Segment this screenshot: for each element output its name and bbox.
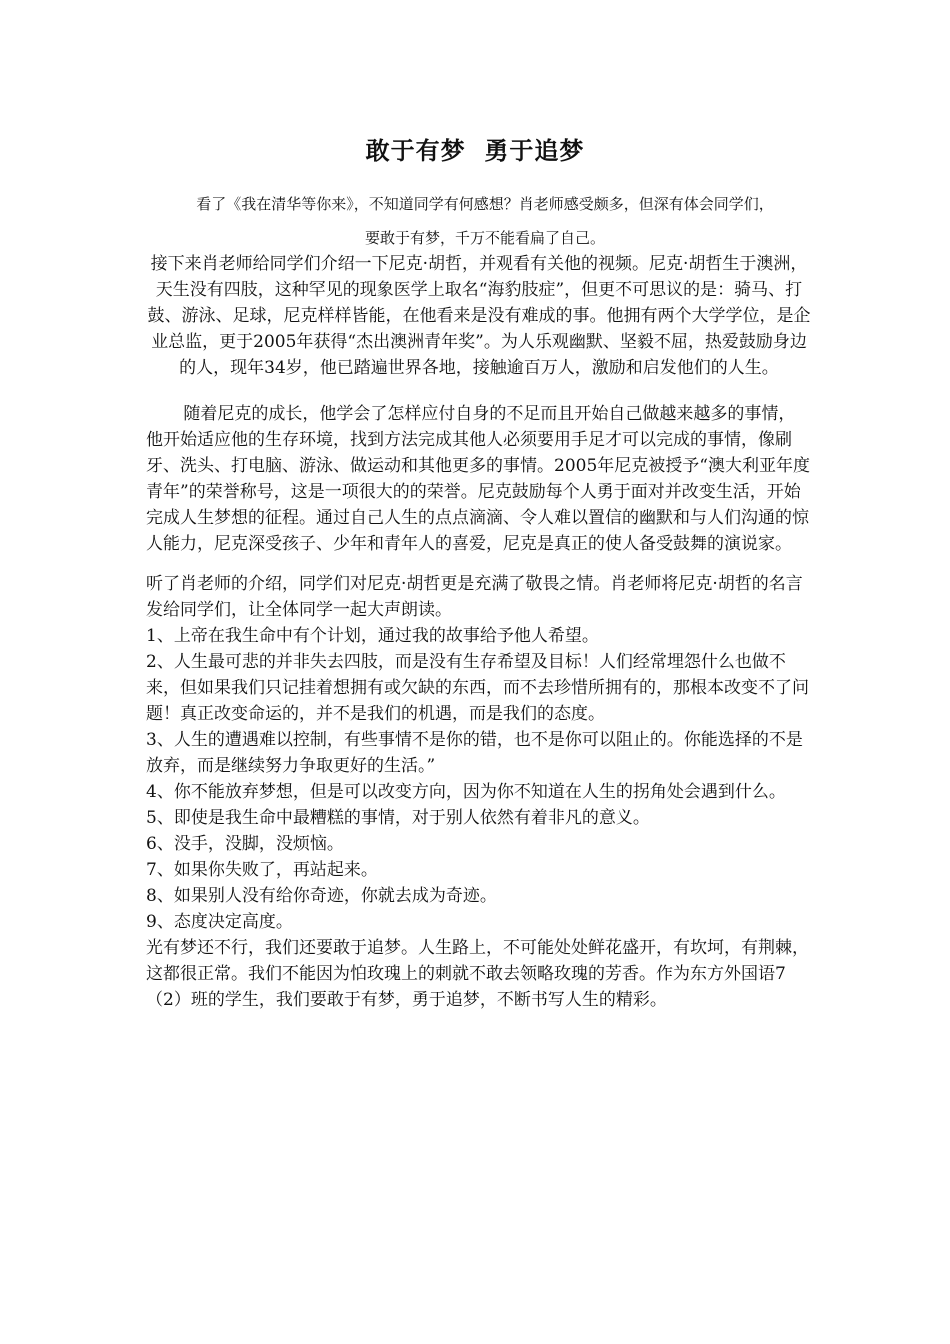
nick-growth-paragraph: 随着尼克的成长，他学会了怎样应付自身的不足而且开始自己做越来越多的事情，他开始适应他的生存环境，找到方法完成其他人必须要用手足才可以完成的事情，像刷牙、洗头、打电脑、游泳、做运动和其他更多的事情。2005年尼克被授予“澳大利亚年度青年”的荣誉称号，这是一项很大的的荣誉。尼克鼓励每个人勇于面对并改变生活，开始完成人生梦想的征程。通过自己人生的点点滴滴、令人难以置信的幽默和与人们沟通的惊人能力，尼克深受孩子、少年和青年人的喜爱，尼克是真正的使人备受鼓舞的演说家。 bbox=[146, 404, 810, 554]
page-title: 敢于有梦 勇于追梦 bbox=[365, 137, 585, 165]
quote-item: 7、如果你失败了，再站起来。 bbox=[146, 860, 378, 880]
nick-intro-paragraph: 接下来肖老师给同学们介绍一下尼克·胡哲，并观看有关他的视频。尼克·胡哲生于澳洲，天生没有四肢，这种罕见的现象医学上取名“海豹肢症”，但更不可思议的是：骑马、打鼓、游泳、足球，尼克样样皆能，在他看来是没有难成的事。他拥有两个大学学位，是企业总监，更于2005年获得“杰出澳洲青年奖”。为人乐观幽默、坚毅不屈，热爱鼓励身边的人，现年34岁，他已踏遍世界各地，接触逾百万人，激励和启发他们的人生。 bbox=[147, 254, 811, 378]
intro-line-1: 看了《我在清华等你来》，不知道同学有何感想？肖老师感受颇多，但深有体会同学们， bbox=[196, 195, 774, 213]
nick-growth-section bbox=[146, 401, 812, 557]
quote-item: 5、即使是我生命中最糟糕的事情，对于别人依然有着非凡的意义。 bbox=[146, 808, 650, 828]
nick-intro-section bbox=[146, 251, 812, 381]
quote-item: 2、人生最可悲的并非失去四肢，而是没有生存希望及目标！人们经常埋怨什么也做不来，但如果我们只记挂着想拥有或欠缺的东西，而不去珍惜所拥有的，那根本改变不了问题！真正改变命运的，并不是我们的机遇，而是我们的态度。 bbox=[146, 652, 809, 724]
quote-item: 8、如果别人没有给你奇迹，你就去成为奇迹。 bbox=[146, 886, 497, 906]
quotes-section bbox=[146, 571, 812, 1013]
quote-item: 1、上帝在我生命中有个计划，通过我的故事给予他人希望。 bbox=[146, 626, 599, 646]
after-intro-paragraph: 听了肖老师的介绍，同学们对尼克·胡哲更是充满了敬畏之情。肖老师将尼克·胡哲的名言发给同学们，让全体同学一起大声朗读。 bbox=[146, 574, 803, 620]
intro-line-2: 要敢于有梦，千万不能看扁了自己。 bbox=[364, 229, 605, 247]
quote-item: 4、你不能放弃梦想，但是可以改变方向，因为你不知道在人生的拐角处会遇到什么。 bbox=[146, 782, 786, 802]
quote-item: 3、人生的遭遇难以控制，有些事情不是你的错，也不是你可以阻止的。你能选择的不是放弃，而是继续努力争取更好的生活。” bbox=[146, 730, 803, 776]
quote-item: 6、没手，没脚，没烦恼。 bbox=[146, 834, 344, 854]
conclusion-paragraph: 光有梦还不行，我们还要敢于追梦。人生路上，不可能处处鲜花盛开，有坎坷，有荆棘，这都很正常。我们不能因为怕玫瑰上的刺就不敢去领略玫瑰的芳香。作为东方外国语7（2）班的学生，我们要敢于有梦，勇于追梦，不断书写人生的精彩。 bbox=[146, 938, 809, 1010]
intro-paragraph bbox=[140, 187, 830, 255]
quote-item: 9、态度决定高度。 bbox=[146, 912, 293, 932]
